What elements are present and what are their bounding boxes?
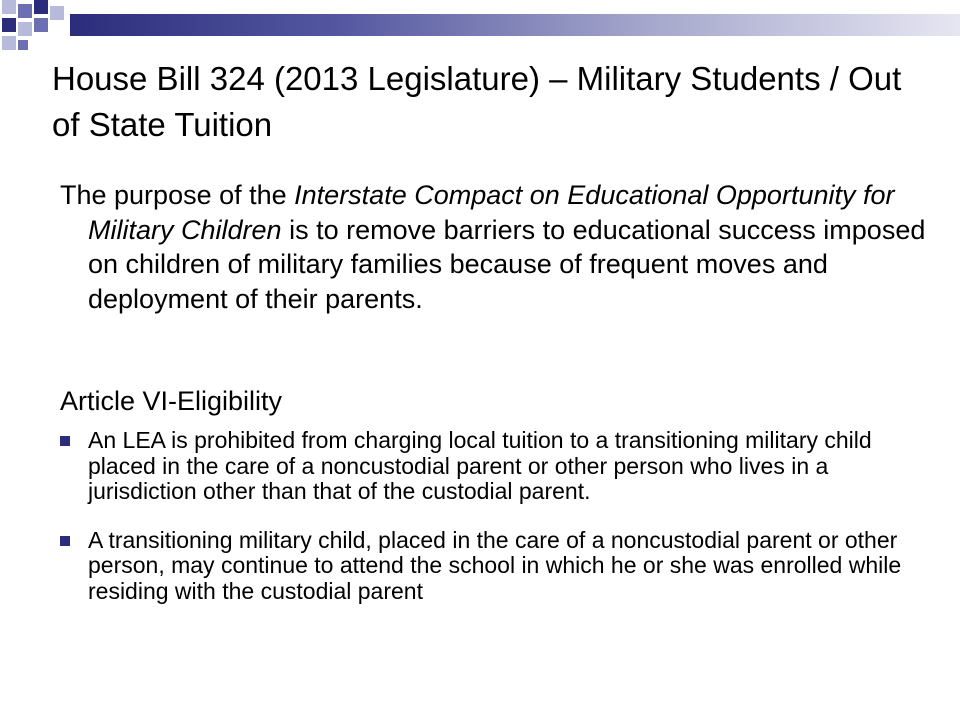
deco-square xyxy=(18,22,32,36)
deco-square xyxy=(2,36,16,50)
compact-name: Interstate Compact on Educational Opportunity for Military Children xyxy=(88,180,895,245)
deco-square xyxy=(18,4,32,18)
header-decoration xyxy=(0,0,960,60)
list-item xyxy=(60,528,920,605)
deco-square xyxy=(2,18,16,32)
intro-text-start: The purpose of the xyxy=(60,180,295,210)
deco-square xyxy=(34,18,48,32)
bullet-text: An LEA is prohibited from charging local tuition to a transitioning military child placed in the care of a noncustodial parent or other person who lives in a jurisdiction other than that of the custodial parent. xyxy=(88,427,872,505)
intro-text-end: is to remove barriers to educational success imposed on children of military families because of frequent moves and deployment of their parents. xyxy=(88,214,926,314)
deco-square xyxy=(18,40,28,50)
square-bullet-icon xyxy=(60,536,70,546)
deco-square xyxy=(2,0,16,14)
square-bullet-icon xyxy=(60,436,70,446)
list-item xyxy=(60,428,920,505)
header-gradient-bar xyxy=(70,14,960,36)
deco-square xyxy=(34,0,48,14)
intro-paragraph xyxy=(60,178,958,316)
section-heading: Article VI-Eligibility xyxy=(60,386,283,416)
deco-square xyxy=(50,6,64,20)
bullet-list xyxy=(60,428,920,628)
slide-title: House Bill 324 (2013 Legislature) – Military Students / Out of State Tuition xyxy=(52,60,902,143)
bullet-text: A transitioning military child, placed in the care of a noncustodial parent or other person, may continue to attend the school in which he or she was enrolled while residing with the custodial parent xyxy=(88,526,902,604)
